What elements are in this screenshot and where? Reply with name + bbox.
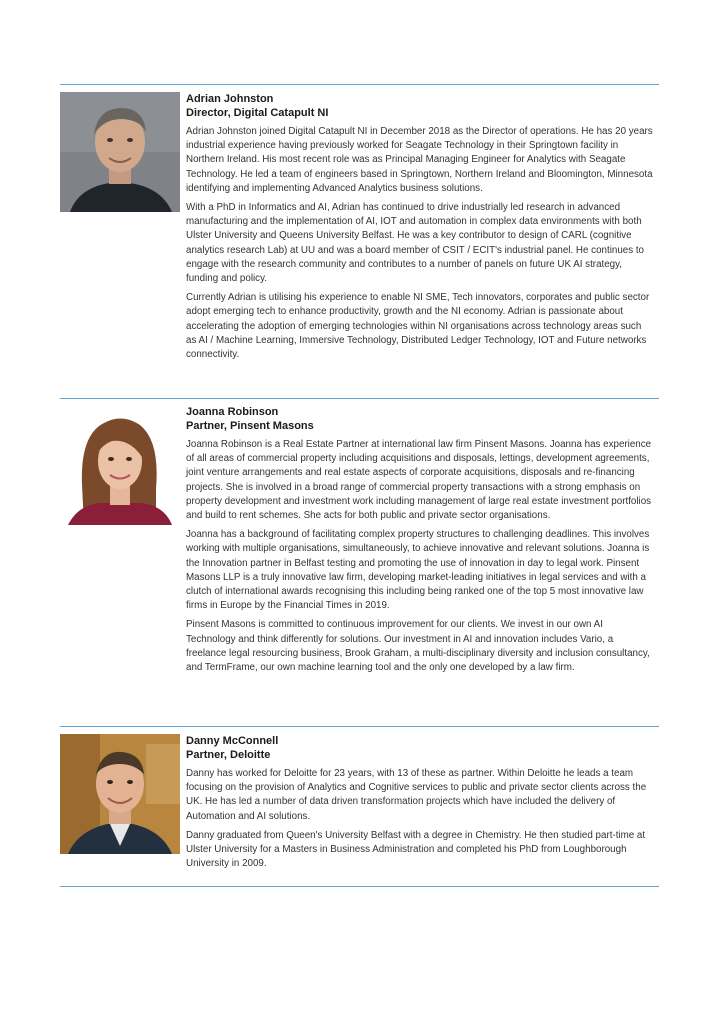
person-role: Partner, Pinsent Masons	[186, 420, 314, 432]
profile-photo	[60, 405, 180, 525]
divider-bottom	[60, 886, 659, 887]
profile-photo	[60, 92, 180, 212]
divider-1	[60, 398, 659, 399]
bio-paragraph: Joanna Robinson is a Real Estate Partner at international law firm Pinsent Masons. Joanna has experience of all areas of commercial property including acquisitions and disposals, lettings, development agreements, joint venture arrangements and real estate aspects of corporate acquisitions, disposals and re-financing projects. She is involved in a broad range of commercial property transactions with a strong emphasis on property development and investment work including management of large real estate investment portfolios and build to rent schemes. She acts for both public and private sector organisations.	[186, 439, 652, 522]
divider-2	[60, 726, 659, 727]
person-name: Danny McConnell	[186, 735, 279, 747]
divider-top	[60, 84, 659, 85]
bio-paragraph: Pinsent Masons is committed to continuous improvement for our clients. We invest in our own AI Technology and think differently for solutions. Our investment in AI and innovation includes Vario, a freelance legal resourcing business, Brook Graham, a multi-disciplinary diversity and inclusion consultancy, and TermFrame, our own machine learning tool and the only one developed by a law firm.	[186, 619, 650, 674]
person-role: Director, Digital Catapult NI	[186, 107, 329, 119]
bio-paragraph: Danny has worked for Deloitte for 23 years, with 13 of these as partner. Within Deloitte he leads a team focusing on the provision of Analytics and Cognitive services to public and private sector clients across the UK. He has led a number of data driven transformation projects which have included the delivery of Automation and AI solutions.	[186, 768, 647, 822]
person-name: Joanna Robinson	[186, 406, 279, 418]
person-name: Adrian Johnston	[186, 93, 274, 105]
bio-paragraph: Joanna has a background of facilitating complex property structures to challenging deadlines. This involves working with multiple organisations, simultaneously, to achieve innovative and relevant solutions. Joanna is the Innovation partner in Belfast testing and promoting the use of innovation in day to legal work. Pinsent Masons LLP is a truly innovative law firm, developing market-leading initiatives in legal services and with a clutch of international awards recognising this including being ranked one of the top 5 most innovative law firms in Europe by the Financial Times in 2019.	[186, 529, 650, 612]
bio-paragraph: With a PhD in Informatics and AI, Adrian has continued to drive industrially led research in advanced manufacturing and the implementation of AI, IOT and automation in complex data environments with both Ulster University and Queens University Belfast. He was a key contributor to design of CARL (cognitive analytics research Lab) at UU and was a board member of CSIT / ECIT's industrial panel. He continues to engage with the research community and contributes to a number of panels on future UK AI strategy, funding and policy.	[186, 202, 645, 285]
bio-paragraph: Danny graduated from Queen's University Belfast with a degree in Chemistry. He then studied part-time at Ulster University for a Masters in Business Administration and completed his PhD from Loughborough University in 2009.	[186, 829, 646, 870]
profile-photo	[60, 734, 180, 854]
person-role: Partner, Deloitte	[186, 749, 271, 761]
bio-paragraph: Currently Adrian is utilising his experience to enable NI SME, Tech innovators, corporates and public sector adopt emerging tech to enhance productivity, growth and the NI economy. Adrian is passionate about accelerating the adoption of emerging technologies within NI organisations across technology areas such as AI / Machine Learning, Immersive Technology, Distributed Ledger Technology, IOT and Future networks connectivity.	[186, 292, 650, 361]
bio-paragraph: Adrian Johnston joined Digital Catapult NI in December 2018 as the Director of operations. He has 20 years industrial experience having previously worked for Seagate Technology in their Springtown facility in Northern Ireland. His most recent role was as Principal Managing Engineer for Analytics with Seagate Technology. He led a team of engineers based in Springtown, Northern Ireland and Bloomington, Minnesota identifying and implementing Advanced Analytics business solutions.	[186, 126, 653, 194]
